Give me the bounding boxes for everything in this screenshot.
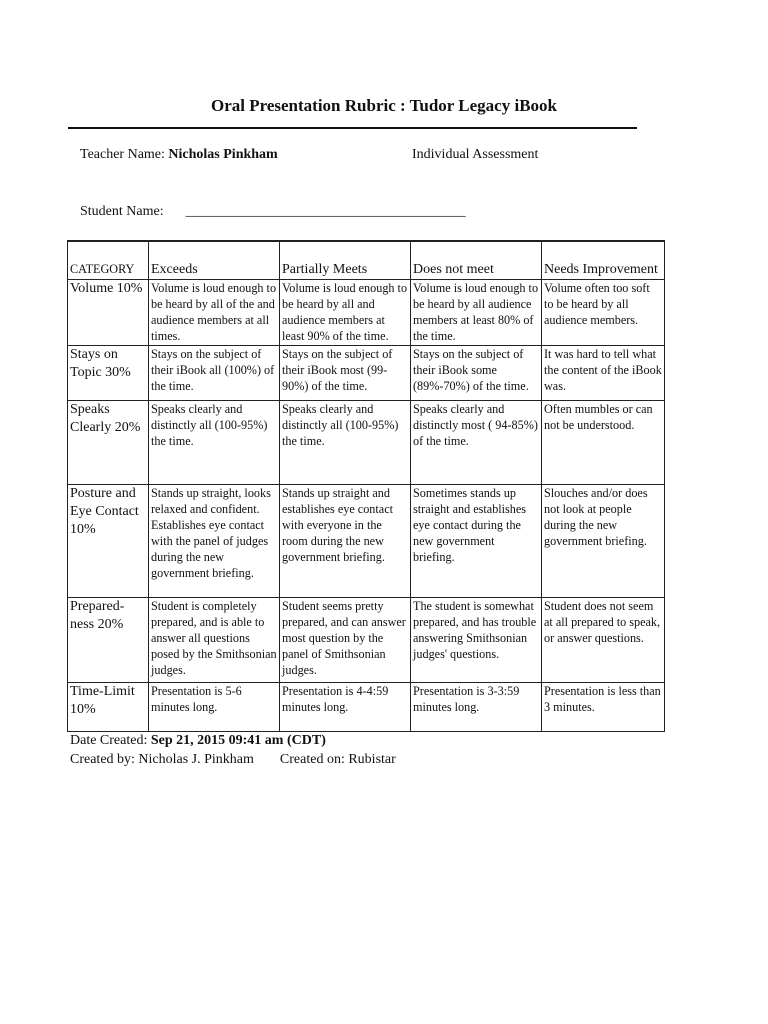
teacher-name-line [80,147,278,163]
teacher-name: Nicholas Pinkham [168,147,278,162]
table-cell: Slouches and/or does not look at people during the new government briefing. [542,484,665,597]
header-does-not-meet: Does not meet [411,241,542,279]
table-row [68,597,665,682]
header-row [68,241,665,279]
table-cell: Volume is loud enough to be heard by all of the and audience members at all times. [149,279,280,345]
table-cell: Presentation is less than 3 minutes. [542,682,665,731]
table-cell: Presentation is 4-4:59 minutes long. [280,682,411,731]
table-cell: Speaks clearly and distinctly all (100-95%) the time. [149,400,280,484]
assessment-type: Individual Assessment [412,147,539,162]
table-row [68,279,665,345]
header-category: CATEGORY [68,241,149,279]
document-title: Oral Presentation Rubric : Tudor Legacy iBook [210,96,557,115]
table-row [68,484,665,597]
table-cell: Student is completely prepared, and is able to answer all questions posed by the Smithsonian judges. [149,597,280,682]
table-cell: Sometimes stands up straight and establishes eye contact during the new government briefing. [411,484,542,597]
table-cell: Stays on the subject of their iBook most (99-90%) of the time. [280,345,411,400]
created-by-line [70,752,396,768]
table-cell: Volume is loud enough to be heard by all audience members at least 80% of the time. [411,279,542,345]
header-partially-meets: Partially Meets [280,241,411,279]
table-cell: Stays on the subject of their iBook some (89%-70%) of the time. [411,345,542,400]
category-cell: Stays on Topic 30% [68,345,149,400]
category-cell: Prepared-ness 20% [68,597,149,682]
header-exceeds: Exceeds [149,241,280,279]
table-cell: Presentation is 5-6 minutes long. [149,682,280,731]
date-created-line [70,733,326,749]
created-on: Created on: Rubistar [279,752,396,767]
teacher-label: Teacher Name: [80,147,165,162]
table-cell: Stays on the subject of their iBook all (100%) of the time. [149,345,280,400]
category-cell: Time-Limit 10% [68,682,149,731]
table-cell: Stands up straight, looks relaxed and confident. Establishes eye contact with the panel of judges during the new government briefing. [149,484,280,597]
table-cell: It was hard to tell what the content of the iBook was. [542,345,665,400]
table-row [68,345,665,400]
student-name-line [80,204,466,220]
date-created-label: Date Created: [70,733,148,748]
table-cell: The student is somewhat prepared, and has trouble answering Smithsonian judges' questions. [411,597,542,682]
table-row [68,682,665,731]
category-cell: Posture and Eye Contact 10% [68,484,149,597]
title-divider [68,127,637,129]
created-by: Created by: Nicholas J. Pinkham [70,752,254,767]
date-created-value: Sep 21, 2015 09:41 am (CDT) [150,733,326,748]
table-cell: Volume often too soft to be heard by all audience members. [542,279,665,345]
student-label: Student Name: [80,204,164,219]
table-cell: Presentation is 3-3:59 minutes long. [411,682,542,731]
category-cell: Speaks Clearly 20% [68,400,149,484]
table-cell: Speaks clearly and distinctly all (100-95%) the time. [280,400,411,484]
student-name-blank: ________________________________________ [185,204,466,219]
table-cell: Volume is loud enough to be heard by all and audience members at least 90% of the time. [280,279,411,345]
table-cell: Often mumbles or can not be understood. [542,400,665,484]
rubric-table [67,240,665,732]
table-cell: Student does not seem at all prepared to speak, or answer questions. [542,597,665,682]
header-needs-improvement: Needs Improvement [542,241,665,279]
table-row [68,400,665,484]
table-cell: Stands up straight and establishes eye contact with everyone in the room during the new government briefing. [280,484,411,597]
table-cell: Speaks clearly and distinctly most ( 94-85%) of the time. [411,400,542,484]
category-cell: Volume 10% [68,279,149,345]
table-cell: Student seems pretty prepared, and can answer most question by the panel of Smithsonian judges. [280,597,411,682]
